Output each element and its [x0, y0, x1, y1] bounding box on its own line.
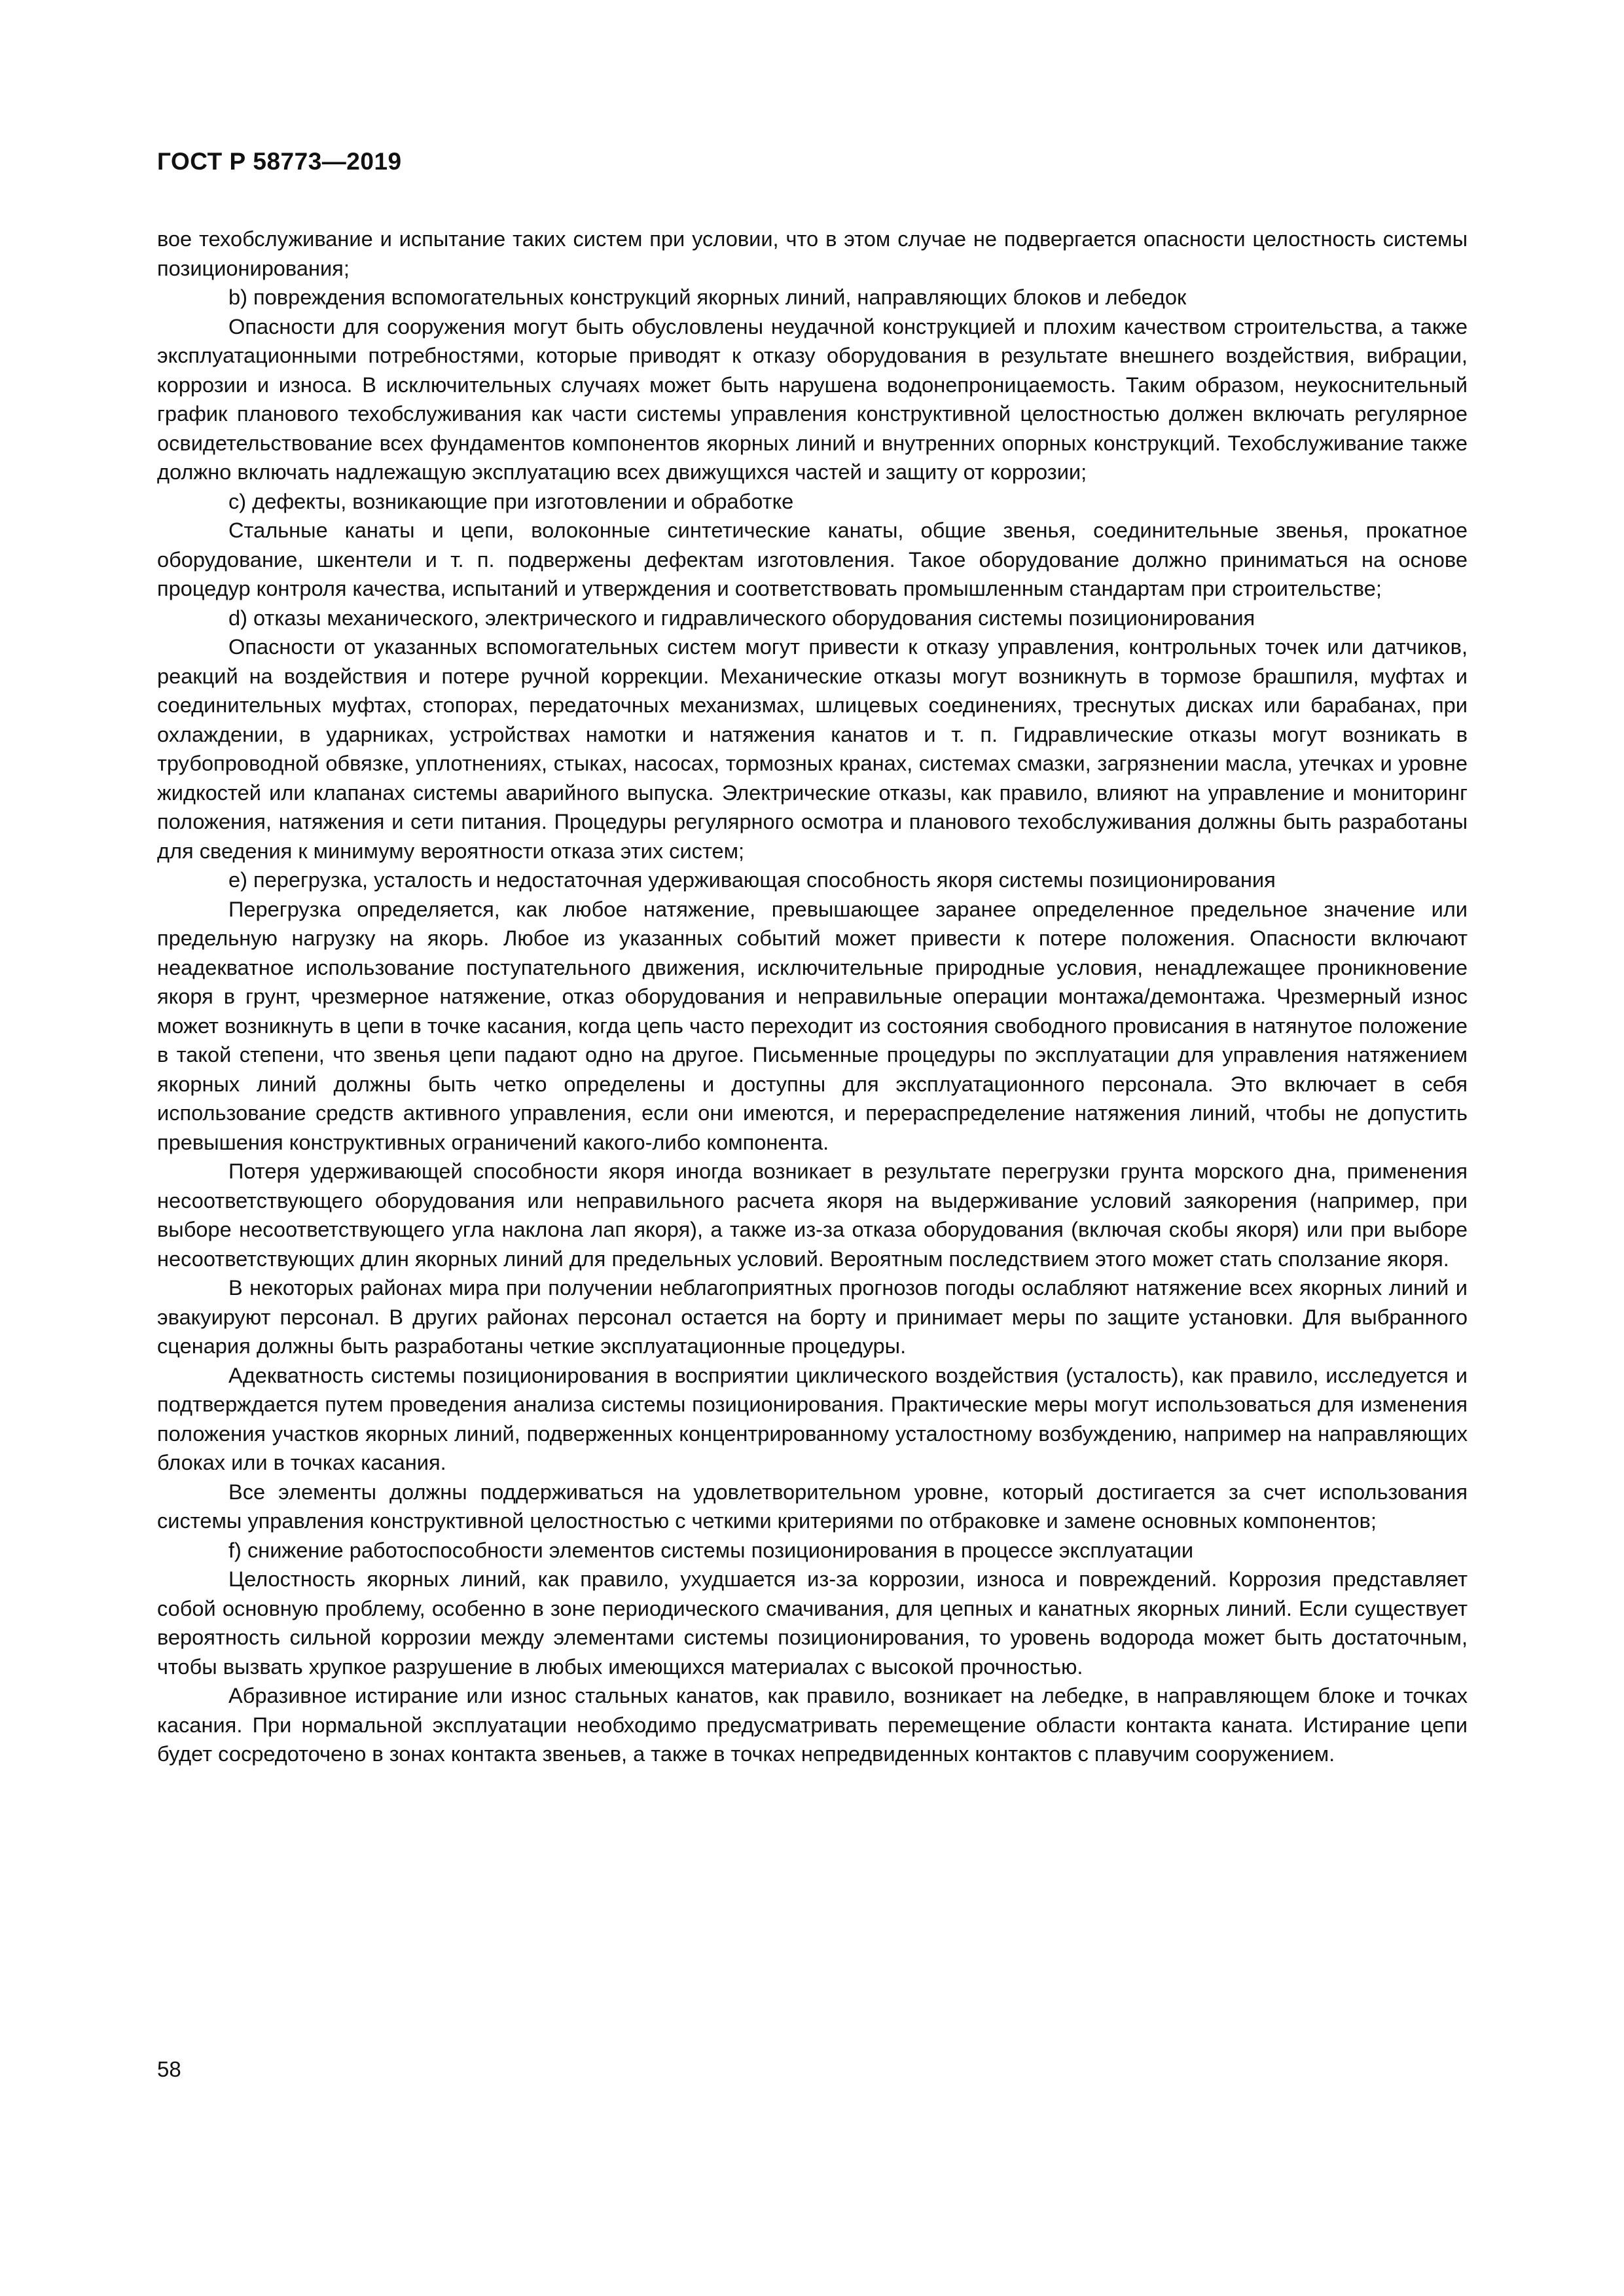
- list-item-f: f) снижение работоспособности элементов системы позиционирования в процессе эксплуатации: [228, 1537, 1194, 1562]
- list-item-b: b) повреждения вспомогательных конструкций якорных линий, направляющих блоков и лебедок: [228, 285, 1187, 309]
- paragraph: Потеря удерживающей способности якоря иногда возникает в результате перегрузки грунта морского дна, применения несоответствующего оборудования или неправильного расчета якоря на выдерживание условий заякорения (например, при выборе несоответствующего угла наклона лап якоря), а также из-за отказа оборудования (включая скобы якоря) или при выборе несоответствующих длин якорных линий для предельных условий. Вероятным последствием этого может стать сползание якоря.: [157, 1159, 1468, 1271]
- paragraph: В некоторых районах мира при получении неблагоприятных прогнозов погоды ослабляют натяжение всех якорных линий и эвакуируют персонал. В других районах персонал остается на борту и принимает меры по защите установки. Для выбранного сценария должны быть разработаны четкие эксплуатационные процедуры.: [157, 1275, 1468, 1358]
- list-item-d: d) отказы механического, электрического и гидравлического оборудования системы позиционирования: [228, 605, 1255, 630]
- paragraph: Целостность якорных линий, как правило, ухудшается из-за коррозии, износа и повреждений. Коррозия представляет собой основную проблему, особенно в зоне периодического смачивания, для цепных и канатных якорных линий. Если существует вероятность сильной коррозии между элементами системы позиционирования, то уровень водорода может быть достаточным, чтобы вызвать хрупкое разрушение в любых имеющихся материалах с высокой прочностью.: [157, 1567, 1468, 1679]
- list-item-e: e) перегрузка, усталость и недостаточная удерживающая способность якоря системы позиционирования: [228, 867, 1276, 892]
- paragraph: Перегрузка определяется, как любое натяжение, превышающее заранее определенное предельное значение или предельную нагрузку на якорь. Любое из указанных событий может привести к потере положения. Опасности включают неадекватное использование поступательного движения, исключительные природные условия, ненадлежащее проникновение якоря в грунт, чрезмерное натяжение, отказ оборудования и неправильные операции монтажа/демонтажа. Чрезмерный износ может возникнуть в цепи в точке касания, когда цепь часто переходит из состояния свободного провисания в натянутое положение в такой степени, что звенья цепи падают одно на другое. Письменные процедуры по эксплуатации для управления натяжением якорных линий должны быть четко определены и доступны для эксплуатационного персонала. Это включает в себя использование средств активного управления, если они имеются, и перераспределение натяжения линий, чтобы не допустить превышения конструктивных ограничений какого-либо компонента.: [157, 896, 1468, 1154]
- document-header: ГОСТ Р 58773—2019: [157, 148, 402, 175]
- paragraph: Адекватность системы позиционирования в восприятии циклического воздействия (усталость), как правило, исследуется и подтверждается путем проведения анализа системы позиционирования. Практические меры могут использоваться для изменения положения участков якорных линий, подверженных концентрированному усталостному возбуждению, например на направляющих блоках или в точках касания.: [157, 1362, 1468, 1474]
- paragraph-continuation: вое техобслуживание и испытание таких систем при условии, что в этом случае не подвергается опасности целостность системы позиционирования;: [157, 227, 1468, 280]
- paragraph: Опасности для сооружения могут быть обусловлены неудачной конструкцией и плохим качеством строительства, а также эксплуатационными потребностями, которые приводят к отказу оборудования в результате внешнего воздействия, вибрации, коррозии и износа. В исключительных случаях может быть нарушена водонепроницаемость. Таким образом, неукоснительный график планового техобслуживания как части системы управления конструктивной целостностью должен включать регулярное освидетельствование всех фундаментов компонентов якорных линий и внутренних опорных конструкций. Техобслуживание также должно включать надлежащую эксплуатацию всех движущихся частей и защиту от коррозии;: [157, 314, 1468, 484]
- page-number: 58: [157, 2057, 181, 2081]
- body-text: [157, 225, 1468, 1769]
- paragraph: Абразивное истирание или износ стальных канатов, как правило, возникает на лебедке, в направляющем блоке и точках касания. При нормальной эксплуатации необходимо предусматривать перемещение области контакта каната. Истирание цепи будет сосредоточено в зонах контакта звеньев, а также в точках непредвиденных контактов с плавучим сооружением.: [157, 1683, 1468, 1766]
- paragraph: Все элементы должны поддерживаться на удовлетворительном уровне, который достигается за счет использования системы управления конструктивной целостностью с четкими критериями по отбраковке и замене основных компонентов;: [157, 1479, 1468, 1533]
- list-item-c: c) дефекты, возникающие при изготовлении и обработке: [228, 488, 794, 513]
- paragraph: Опасности от указанных вспомогательных систем могут привести к отказу управления, контрольных точек или датчиков, реакций на воздействия и потере ручной коррекции. Механические отказы могут возникнуть в тормозе брашпиля, муфтах и соединительных муфтах, стопорах, передаточных механизмах, шлицевых соединениях, треснутых дисках или барабанах, при охлаждении, в ударниках, устройствах намотки и натяжения канатов и т. п. Гидравлические отказы могут возникать в трубопроводной обвязке, уплотнениях, стыках, насосах, тормозных кранах, системах смазки, загрязнении масла, утечках и уровне жидкостей или клапанах системы аварийного выпуска. Электрические отказы, как правило, влияют на управление и мониторинг положения, натяжения и сети питания. Процедуры регулярного осмотра и планового техобслуживания должны быть разработаны для сведения к минимуму вероятности отказа этих систем;: [157, 634, 1468, 863]
- paragraph: Стальные канаты и цепи, волоконные синтетические канаты, общие звенья, соединительные звенья, прокатное оборудование, шкентели и т. п. подвержены дефектам изготовления. Такое оборудование должно приниматься на основе процедур контроля качества, испытаний и утверждения и соответствовать промышленным стандартам при строительстве;: [157, 518, 1468, 600]
